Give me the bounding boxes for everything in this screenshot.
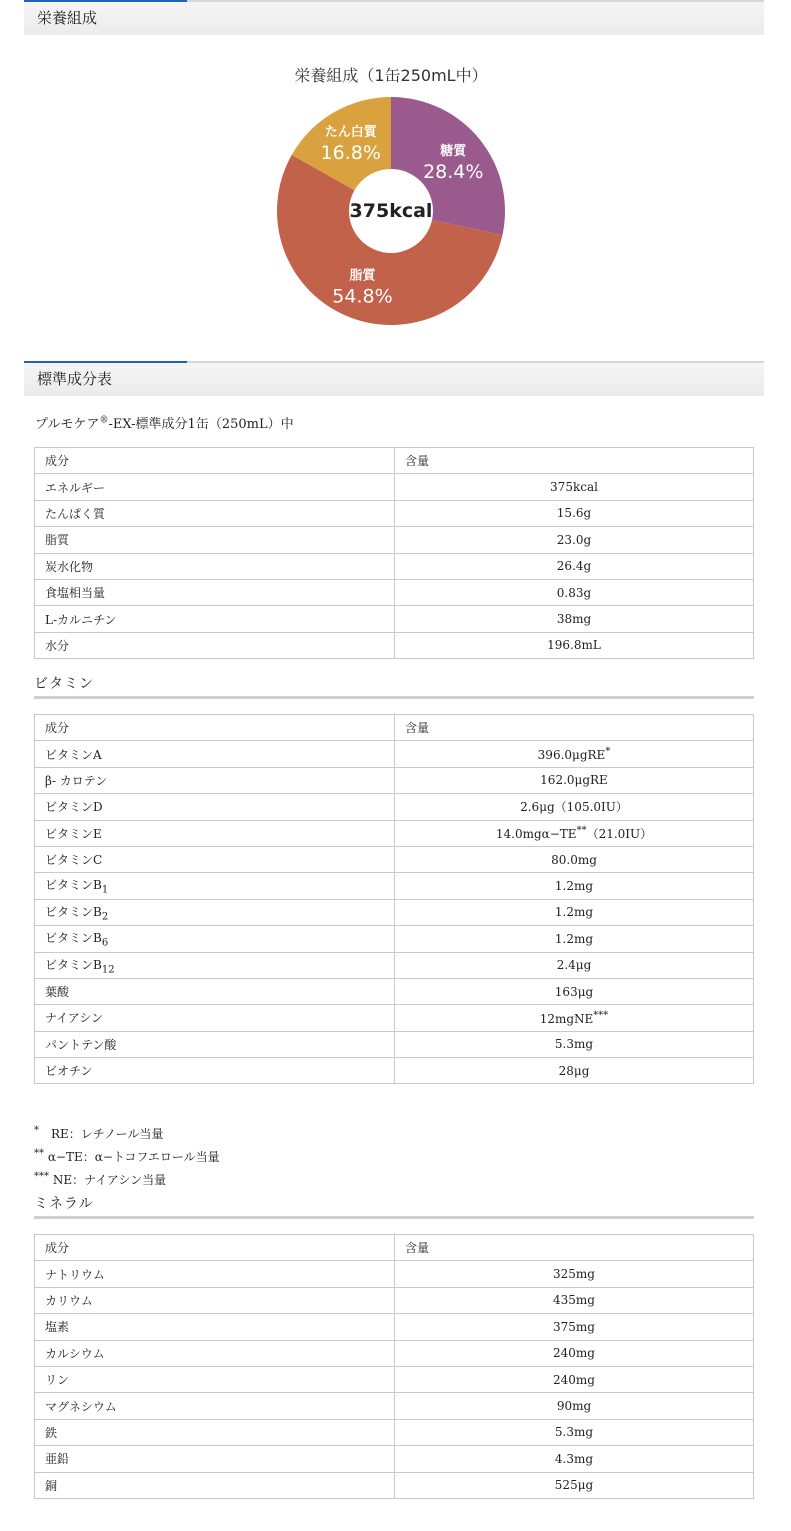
component-name: [35, 1287, 395, 1313]
table-row: [35, 1005, 754, 1031]
component-text: マグネシウム: [45, 1399, 117, 1414]
basic-components-table: [34, 447, 754, 659]
component-text: 脂質: [45, 533, 70, 548]
component-amount: [395, 873, 754, 899]
component-name: [35, 579, 395, 605]
amount-text: 325mg: [553, 1267, 595, 1282]
component-text: 銅: [45, 1478, 58, 1493]
component-text: L-カルニチン: [45, 612, 117, 627]
amount-text: 15.6g: [556, 506, 592, 521]
component-subscript: 2: [101, 911, 109, 923]
product-note: [35, 413, 294, 432]
component-amount: [395, 1314, 754, 1340]
slice-name-label: たん白質: [324, 124, 377, 140]
component-text: ナトリウム: [45, 1267, 105, 1282]
component-amount: [395, 500, 754, 526]
footnote-item: [34, 1144, 220, 1167]
product-name: プルモケア: [35, 417, 100, 432]
component-amount: [395, 1366, 754, 1392]
amount-text: 2.6μg（105.0IU）: [520, 800, 628, 815]
vitamin-table: [34, 714, 754, 1084]
table-row: [35, 873, 754, 899]
mineral-table: [34, 1234, 754, 1499]
footnote-text: α−TE：α−トコフエロール当量: [44, 1150, 220, 1164]
registered-mark: ®: [99, 415, 109, 426]
amount-text: 14.0mgα−TE: [495, 826, 577, 841]
component-subscript: 12: [101, 963, 115, 975]
component-text: リン: [45, 1373, 70, 1388]
header-cell-amount: 含量: [395, 1235, 754, 1261]
component-name: [35, 820, 395, 846]
component-name: [35, 632, 395, 658]
section-title: 標準成分表: [37, 370, 113, 388]
component-subscript: 6: [101, 937, 109, 949]
table-row: [35, 820, 754, 846]
slice-value-label: 16.8%: [320, 141, 381, 164]
table-header-row: [35, 448, 754, 474]
amount-text: 375mg: [553, 1319, 595, 1334]
component-amount: [395, 1393, 754, 1419]
component-name: [35, 767, 395, 793]
component-amount: [395, 978, 754, 1004]
heading-rule: [34, 696, 754, 699]
table-row: [35, 474, 754, 500]
component-name: [35, 794, 395, 820]
component-name: [35, 474, 395, 500]
component-text: β- カロテン: [45, 773, 108, 788]
amount-text: 38mg: [556, 612, 592, 627]
component-name: [35, 1058, 395, 1084]
component-text: 水分: [45, 638, 70, 653]
slice-value-label: 54.8%: [332, 285, 393, 308]
table-row: [35, 1058, 754, 1084]
table-row: [35, 794, 754, 820]
chart-title: 栄養組成（1缶250mL中）: [294, 66, 488, 85]
amount-text: 23.0g: [556, 532, 592, 547]
component-amount: [395, 1287, 754, 1313]
component-text: カリウム: [45, 1293, 93, 1308]
amount-text: 1.2mg: [554, 879, 594, 894]
component-text: ビタミンE: [45, 826, 102, 841]
component-name: [35, 1472, 395, 1498]
component-name: [35, 500, 395, 526]
component-text: ビタミンC: [45, 853, 103, 868]
footnote-mark: **: [34, 1148, 44, 1159]
amount-text: 525μg: [554, 1478, 594, 1493]
heading-rule: [34, 1216, 754, 1219]
table-header-row: [35, 715, 754, 741]
footnote-item: [34, 1121, 220, 1144]
amount-text: 5.3mg: [554, 1425, 594, 1440]
component-amount: [395, 926, 754, 952]
component-text: 食塩相当量: [45, 586, 106, 601]
component-amount: [395, 606, 754, 632]
table-row: [35, 606, 754, 632]
component-name: [35, 1393, 395, 1419]
amount-footnote-mark: ***: [593, 1009, 609, 1021]
component-text: カルシウム: [45, 1346, 105, 1361]
component-amount: [395, 632, 754, 658]
component-text: ビタミンB: [45, 878, 102, 893]
component-amount: [395, 474, 754, 500]
amount-text: 26.4g: [556, 559, 592, 574]
amount-text: 396.0μgRE: [537, 748, 606, 763]
amount-text: 90mg: [556, 1399, 592, 1414]
footnote-text: NE：ナイアシン当量: [49, 1173, 167, 1187]
table-row: [35, 1287, 754, 1313]
amount-text: 240mg: [553, 1372, 595, 1387]
component-name: [35, 1031, 395, 1057]
component-text: たんぱく質: [45, 506, 106, 521]
table-row: [35, 527, 754, 553]
component-name: [35, 741, 395, 767]
table-row: [35, 632, 754, 658]
component-amount: [395, 767, 754, 793]
amount-text: 5.3mg: [554, 1037, 594, 1052]
table-header-row: [35, 1235, 754, 1261]
table-row: [35, 767, 754, 793]
footnote-mark: ***: [34, 1171, 49, 1182]
header-cell-component: 成分: [35, 448, 395, 474]
amount-text: 1.2mg: [554, 931, 594, 946]
slice-value-label: 28.4%: [423, 160, 484, 183]
header-cell-component: 成分: [35, 715, 395, 741]
component-amount: [395, 1261, 754, 1287]
table-row: [35, 553, 754, 579]
slice-name-label: 脂質: [349, 268, 376, 284]
amount-extra: （21.0IU）: [586, 826, 653, 841]
table-row: [35, 1472, 754, 1498]
component-amount: [395, 899, 754, 925]
amount-footnote-mark: *: [605, 746, 611, 758]
amount-text: 80.0mg: [551, 852, 597, 867]
component-name: [35, 553, 395, 579]
table-row: [35, 1340, 754, 1366]
amount-text: 196.8mL: [547, 638, 601, 653]
table-row: [35, 952, 754, 978]
table-row: [35, 978, 754, 1004]
component-text: ナイアシン: [45, 1011, 104, 1026]
slice-name-label: 糖質: [440, 143, 467, 159]
table-row: [35, 1314, 754, 1340]
amount-text: 435mg: [553, 1293, 595, 1308]
table-row: [35, 846, 754, 872]
header-cell-component: 成分: [35, 1235, 395, 1261]
table-row: [35, 579, 754, 605]
header-cell-amount: 含量: [395, 715, 754, 741]
component-name: [35, 527, 395, 553]
table-row: [35, 1366, 754, 1392]
component-text: 炭水化物: [45, 559, 94, 574]
component-text: ビタミンB: [45, 931, 102, 946]
amount-text: 162.0μgRE: [540, 773, 608, 788]
header-accent-bar: [24, 0, 187, 2]
section-header-composition: [24, 0, 764, 35]
footnotes: [34, 1121, 220, 1190]
component-name: [35, 873, 395, 899]
table-row: [35, 899, 754, 925]
component-amount: [395, 579, 754, 605]
component-amount: [395, 846, 754, 872]
vitamin-title: ビタミン: [34, 676, 94, 692]
component-amount: [395, 1031, 754, 1057]
component-text: エネルギー: [45, 480, 106, 495]
component-name: [35, 1005, 395, 1031]
amount-text: 4.3mg: [554, 1451, 594, 1466]
amount-text: 12mgNE: [539, 1011, 594, 1026]
table-row: [35, 1446, 754, 1472]
component-text: ビタミンB: [45, 904, 102, 919]
component-amount: [395, 1058, 754, 1084]
table-row: [35, 500, 754, 526]
component-amount: [395, 553, 754, 579]
amount-text: 0.83g: [556, 585, 592, 600]
component-text: ビタミンB: [45, 957, 102, 972]
component-name: [35, 978, 395, 1004]
component-name: [35, 1314, 395, 1340]
component-text: 亜鉛: [45, 1452, 70, 1467]
component-name: [35, 952, 395, 978]
component-amount: [395, 794, 754, 820]
component-text: 塩素: [45, 1320, 70, 1335]
header-accent-bar: [24, 361, 187, 363]
component-name: [35, 1340, 395, 1366]
component-subscript: 1: [101, 884, 109, 896]
mineral-title: ミネラル: [34, 1196, 94, 1212]
table-row: [35, 1393, 754, 1419]
component-name: [35, 846, 395, 872]
component-amount: [395, 1340, 754, 1366]
component-amount: [395, 1472, 754, 1498]
amount-text: 1.2mg: [554, 905, 594, 920]
component-amount: [395, 1446, 754, 1472]
component-text: ビタミンD: [45, 800, 103, 815]
component-name: [35, 926, 395, 952]
table-row: [35, 1031, 754, 1057]
component-amount: [395, 527, 754, 553]
chart-center-label: 375kcal: [349, 200, 433, 222]
nutrition-pie-chart: [0, 38, 791, 338]
section-title: 栄養組成: [37, 9, 98, 27]
component-name: [35, 606, 395, 632]
component-amount: [395, 1005, 754, 1031]
component-name: [35, 1419, 395, 1445]
component-text: ビタミンA: [45, 747, 102, 762]
header-cell-amount: 含量: [395, 448, 754, 474]
amount-text: 2.4μg: [556, 958, 592, 973]
amount-text: 240mg: [553, 1346, 595, 1361]
footnote-mark: *: [34, 1125, 39, 1136]
vitamin-heading: [34, 673, 754, 693]
amount-text: 375kcal: [550, 480, 598, 495]
component-text: 葉酸: [45, 985, 70, 1000]
mineral-heading: [34, 1193, 754, 1213]
component-text: 鉄: [45, 1425, 58, 1440]
amount-footnote-mark: **: [576, 824, 587, 836]
amount-text: 28μg: [558, 1063, 590, 1078]
component-name: [35, 1366, 395, 1392]
component-amount: [395, 952, 754, 978]
product-note-text: -EX-標準成分1缶（250mL）中: [108, 417, 294, 432]
component-amount: [395, 741, 754, 767]
component-name: [35, 1261, 395, 1287]
table-row: [35, 1261, 754, 1287]
section-header-standard: [24, 361, 764, 396]
component-name: [35, 1446, 395, 1472]
footnote-text: RE：レチノール当量: [39, 1127, 164, 1141]
component-amount: [395, 1419, 754, 1445]
footnote-item: [34, 1167, 220, 1190]
table-row: [35, 1419, 754, 1445]
component-text: パントテン酸: [45, 1037, 117, 1052]
table-row: [35, 926, 754, 952]
component-amount: [395, 820, 754, 846]
component-name: [35, 899, 395, 925]
component-text: ビオチン: [45, 1064, 93, 1079]
table-row: [35, 741, 754, 767]
amount-text: 163μg: [554, 984, 594, 999]
